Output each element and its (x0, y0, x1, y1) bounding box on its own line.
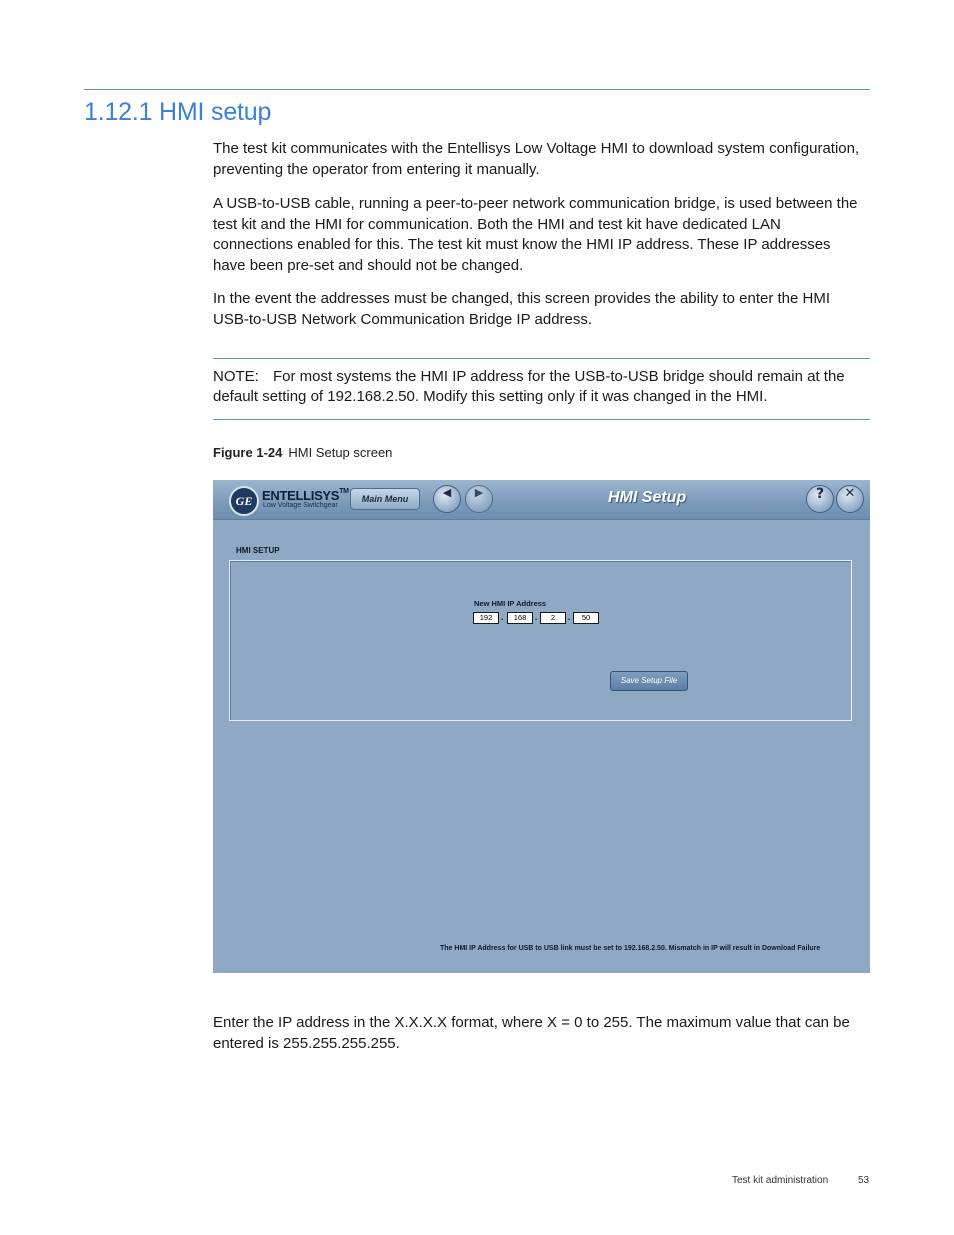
brand-text: ENTELLISYS (262, 488, 340, 503)
ip-octet-4-input[interactable]: 50 (573, 612, 599, 624)
brand-subtitle: Low Voltage Switchgear (263, 502, 338, 509)
save-setup-file-button[interactable]: Save Setup File (610, 671, 688, 691)
hmi-toolbar (213, 480, 870, 520)
brand-name (262, 488, 349, 503)
footer-section: Test kit administration (732, 1175, 829, 1186)
hmi-setup-screen (213, 480, 870, 973)
ge-logo: GE (229, 486, 259, 516)
hmi-setup-panel (229, 560, 852, 721)
ip-octet-2-input[interactable]: 168 (507, 612, 533, 624)
hmi-status-message: The HMI IP Address for USB to USB link must be set to 192.168.2.50. Mismatch in IP will result in Download Failure (440, 945, 821, 952)
paragraph-1: The test kit communicates with the Entellisys Low Voltage HMI to download system configuration, preventing the operator from entering it manually. (213, 140, 860, 178)
section-heading: 1.12.1 HMI setup (84, 98, 272, 126)
figure-title: HMI Setup screen (288, 445, 393, 460)
hmi-section-label: HMI SETUP (236, 546, 280, 555)
ip-octet-1-input[interactable]: 192 (473, 612, 499, 624)
page-number: 53 (858, 1175, 870, 1186)
note-top-rule (213, 358, 870, 359)
ip-separator: . (568, 613, 571, 622)
note-text: For most systems the HMI IP address for the USB-to-USB bridge should remain at the default setting of 192.168.2.50. Modify this setting only if it was changed in the HMI. (213, 368, 845, 405)
ip-separator: . (501, 613, 504, 622)
main-menu-button[interactable]: Main Menu (350, 488, 420, 510)
figure-number: Figure 1-24 (213, 445, 283, 460)
ip-separator: . (535, 613, 538, 622)
forward-arrow-icon[interactable]: ▶ (465, 485, 493, 513)
help-icon[interactable]: ? (806, 485, 834, 513)
note-label: NOTE: (213, 368, 259, 385)
top-rule (84, 89, 870, 90)
paragraph-after-figure: Enter the IP address in the X.X.X.X format, where X = 0 to 255. The maximum value that can be entered is 255.255.255.255. (213, 1014, 850, 1052)
close-icon[interactable]: ✕ (836, 485, 864, 513)
paragraph-2: A USB-to-USB cable, running a peer-to-peer network communication bridge, is used between the test kit and the HMI for communication. Both the HMI and test kit have dedicated LAN connections enabled for this. The test kit must know the HMI IP address. These IP addresses have been pre-set and should not be changed. (213, 195, 858, 274)
back-arrow-icon[interactable]: ◀ (433, 485, 461, 513)
note-bottom-rule (213, 419, 870, 420)
ip-address-label: New HMI IP Address (474, 599, 547, 608)
note-block (213, 367, 869, 406)
figure-caption (213, 445, 392, 460)
paragraph-3: In the event the addresses must be changed, this screen provides the ability to enter the HMI USB-to-USB Network Communication Bridge IP address. (213, 290, 831, 328)
hmi-title: HMI Setup (608, 489, 687, 506)
ip-octet-3-input[interactable]: 2 (540, 612, 566, 624)
trademark: TM (339, 488, 349, 495)
